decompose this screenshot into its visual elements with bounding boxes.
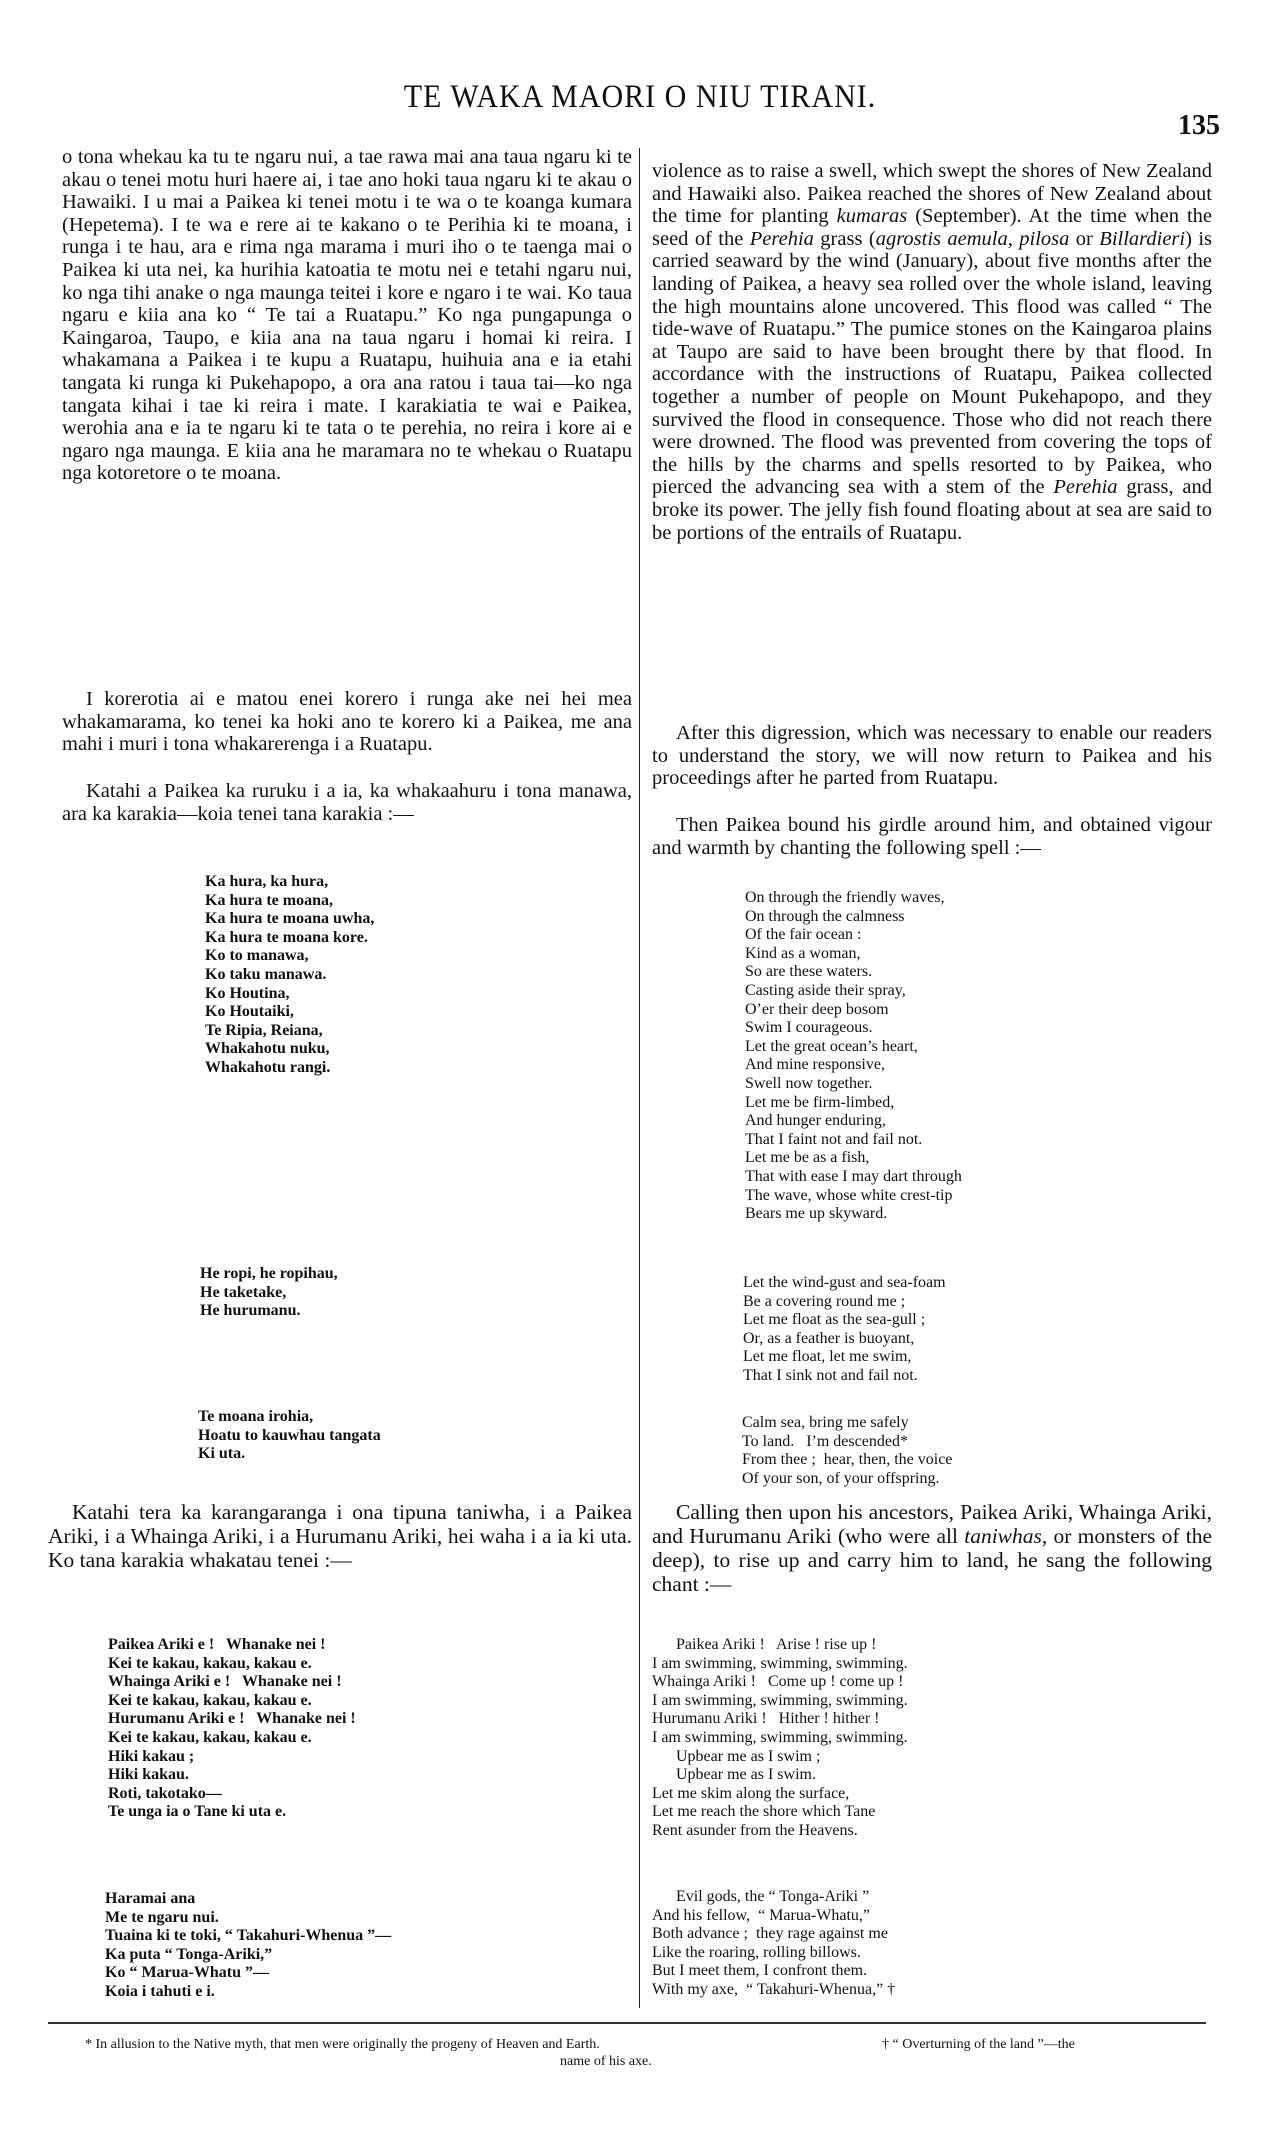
verse-line: Whainga Ariki ! Come up ! come up !	[652, 1673, 904, 1691]
verse-line: Ka hura te moana uwha,	[205, 910, 375, 928]
verse-line: Let me float, let me swim,	[743, 1348, 912, 1366]
verse-line: I am swimming, swimming, swimming.	[652, 1691, 908, 1709]
verse-line: Let me skim along the surface,	[652, 1784, 850, 1802]
maori-paragraph-4: Katahi tera ka karangaranga i ona tipuna taniwha, i a Paikea Ariki, i a Whainga Ariki, i a Hurumanu Ariki, hei waha i a ia ki uta. Ko tana karakia whakatau tenei :—	[48, 1500, 632, 1572]
verse-line: Ka hura, ka hura,	[205, 873, 329, 890]
verse-line: Hurumanu Ariki e ! Whanake nei !	[108, 1710, 356, 1728]
verse-line: Kei te kakau, kakau, kakau e.	[108, 1691, 312, 1709]
verse-line: Swell now together.	[745, 1074, 873, 1092]
verse-line: So are these waters.	[745, 963, 873, 981]
verse-line: Te moana irohia,	[198, 1408, 314, 1425]
english-paragraph-2: After this digression, which was necessary to enable our readers to understand the story, we will now return to Paikea and his proceedings after he parted from Ruatapu.	[652, 722, 1212, 790]
verse-line: Ka hura te moana,	[205, 891, 333, 909]
verse-line: Upbear me as I swim ;	[652, 1747, 821, 1765]
english-paragraph-3: Then Paikea bound his girdle around him, and obtained vigour and warmth by chanting the following spell :—	[652, 814, 1212, 859]
maori-paragraph-3: Katahi a Paikea ka ruruku i a ia, ka whakaahuru i tona manawa, ara ka karakia—koia tenei tana karakia :—	[62, 780, 632, 825]
maori-paragraph-1: o tona whekau ka tu te ngaru nui, a tae rawa mai ana taua ngaru ki te akau o tenei motu huri haere ai, i tae ano hoki taua ngaru ki te akau o Hawaiki. I u mai a Paikea ki tenei motu i te wa o te koanga kumara (Hepetema). I te wa e rere ai te kakano o te Perihia ki te moana, i runga i te hau, ara e rima nga marama i muri iho o te taenga mai o Paikea ki uta nei, ka hurihia katoatia te motu nei e tetahi ngaru nui, ko nga tihi anake o nga maunga teitei i kore e ngaro i te wai. Ko taua ngaru e kiia ana ko “ Te tai a Ruatapu.” Ko nga pungapunga o Kaingaroa, Taupo, e kiia ana na taua ngaru i homai ki reira. I whakamana a Paikea i te kupu a Ruatapu, huihuia ana e ia etahi tangata ki runga ki Pukehapopo, a ora ana ratou i taua tai—ko nga tangata kihai i tae ki reira i mate. I karakiatia te wai e Paikea, werohia ana e ia te ngaru ki te tata o te perehia, no reira i kore ai e ngaro nga maunga. E kiia ana he maramara no te whekau o Ruatapu nga kotoretore o te moana.	[62, 146, 632, 485]
footnote-star: * In allusion to the Native myth, that men were originally the progeny of Heaven and Earth.	[85, 2037, 600, 2052]
italic-latin-name: agrostis aemula, pilosa	[875, 227, 1070, 250]
verse-line: Paikea Ariki ! Arise ! rise up !	[652, 1636, 877, 1653]
verse-line: Kei te kakau, kakau, kakau e.	[108, 1654, 312, 1672]
verse-line: He taketake,	[200, 1283, 287, 1301]
verse-line: Paikea Ariki e ! Whanake nei !	[108, 1636, 326, 1653]
verse-line: He ropi, he ropihau,	[200, 1265, 338, 1282]
verse-line: Hiki kakau.	[108, 1766, 189, 1784]
verse-line: Kind as a woman,	[745, 944, 861, 962]
english-paragraph-4: Calling then upon his ancestors, Paikea Ariki, Whainga Ariki, and Hurumanu Ariki (who were all taniwhas, or monsters of the deep), to rise up and carry him to land, he sang the following chant :—	[652, 1500, 1213, 1596]
verse-line: Hoatu to kauwhau tangata	[198, 1426, 381, 1444]
footnote-dagger: † “ Overturning of the land ”—the	[882, 2037, 1075, 2052]
verse-line: Ko Houtaiki,	[205, 1003, 294, 1021]
verse-line: Koia i tahuti e i.	[105, 1982, 215, 2000]
verse-line: Let me float as the sea-gull ;	[743, 1311, 926, 1329]
english-spell-1	[745, 889, 962, 1224]
verse-line: With my axe, “ Takahuri-Whenua,” †	[652, 1980, 896, 1998]
verse-line: Casting aside their spray,	[745, 981, 906, 999]
verse-line: Ko taku manawa.	[205, 965, 327, 983]
verse-line: I am swimming, swimming, swimming.	[652, 1654, 908, 1672]
verse-line: He hurumanu.	[200, 1302, 301, 1320]
verse-line: Te Ripia, Reiana,	[205, 1021, 323, 1039]
verse-line: Like the roaring, rolling billows.	[652, 1943, 861, 1961]
verse-line: Whakahotu nuku,	[205, 1040, 330, 1058]
italic-billardieri: Billardieri	[1099, 227, 1186, 250]
verse-line: The wave, whose white crest-tip	[745, 1186, 953, 1204]
verse-line: Both advance ; they rage against me	[652, 1925, 888, 1943]
footnote-dagger-continued: name of his axe.	[560, 2054, 652, 2069]
verse-line: Kei te kakau, kakau, kakau e.	[108, 1728, 312, 1746]
italic-kumaras: kumaras	[836, 205, 908, 228]
english-spell-3	[742, 1414, 952, 1488]
verse-line: Swim I courageous.	[745, 1019, 873, 1037]
verse-line: And mine responsive,	[745, 1056, 885, 1074]
italic-taniwhas: taniwhas	[964, 1524, 1042, 1548]
verse-line: From thee ; hear, then, the voice	[742, 1451, 953, 1469]
verse-line: Te unga ia o Tane ki uta e.	[108, 1803, 287, 1821]
verse-line: And his fellow, “ Marua-Whatu,”	[652, 1906, 870, 1924]
verse-line: Let me be firm-limbed,	[745, 1093, 895, 1111]
verse-line: Bears me up skyward.	[745, 1205, 888, 1223]
english-chant-1	[652, 1636, 908, 1841]
verse-line: On through the friendly waves,	[745, 889, 945, 906]
column-divider	[639, 148, 640, 2008]
maori-paragraph-2: I korerotia ai e matou enei korero i runga ake nei hei mea whakamarama, ko tenei ka hoki ano te korero ki a Paikea, me ana mahi i muri i tona whakarerenga i a Ruatapu.	[62, 688, 632, 756]
verse-line: Let me reach the shore which Tane	[652, 1803, 876, 1821]
verse-line: Evil gods, the “ Tonga-Ariki ”	[652, 1888, 870, 1905]
page-number: 135	[1178, 110, 1220, 141]
verse-line: Whainga Ariki e ! Whanake nei !	[108, 1673, 342, 1691]
verse-line: Ki uta.	[198, 1445, 246, 1463]
verse-line: Ko “ Marua-Whatu ”—	[105, 1964, 269, 1982]
english-spell-2	[743, 1274, 946, 1386]
maori-karakia-3	[198, 1408, 381, 1464]
maori-chant-2	[105, 1890, 391, 2002]
footnote-rule	[48, 2022, 1206, 2024]
maori-karakia-2	[200, 1265, 338, 1321]
verse-line: Be a covering round me ;	[743, 1292, 906, 1310]
verse-line: That I faint not and fail not.	[745, 1130, 923, 1148]
verse-line: Let me be as a fish,	[745, 1149, 870, 1167]
verse-line: Haramai ana	[105, 1890, 196, 1907]
verse-line: Upbear me as I swim.	[652, 1766, 816, 1784]
english-paragraph-1: violence as to raise a swell, which swept the shores of New Zealand and Hawaiki also. Paikea reached the shores of New Zealand about the time for planting kumaras (September). At the time when the seed of the Perehia grass (agrostis aemula, pilosa or Billardieri) is carried seaward by the wind (January), about five months after the landing of Paikea, a heavy sea rolled over the whole island, leaving the high mountains alone uncovered. This flood was called “ The tide-wave of Ruatapu.” The pumice stones on the Kaingaroa plains at Taupo are said to have been brought there by that flood. In accordance with the instructions of Ruatapu, Paikea collected together a number of people on Mount Pukehapopo, and they survived the flood in consequence. Those who did not reach there were drowned. The flood was prevented from covering the tops of the hills by the charms and spells resorted to by Paikea, who pierced the advancing sea with a stem of the Perehia grass, and broke its power. The jelly fish found floating about at sea are said to be portions of the entrails of Ruatapu.	[652, 160, 1212, 544]
verse-line: Of the fair ocean :	[745, 926, 862, 944]
verse-line: Ko to manawa,	[205, 947, 309, 965]
maori-karakia-1	[205, 873, 374, 1078]
verse-line: Ka puta “ Tonga-Ariki,”	[105, 1945, 273, 1963]
italic-perehia: Perehia	[749, 227, 814, 250]
verse-line: Hiki kakau ;	[108, 1747, 195, 1765]
verse-line: Rent asunder from the Heavens.	[652, 1821, 858, 1839]
verse-line: But I meet them, I confront them.	[652, 1962, 868, 1980]
verse-line: That I sink not and fail not.	[743, 1366, 918, 1384]
verse-line: That with ease I may dart through	[745, 1167, 962, 1185]
verse-line: Me te ngaru nui.	[105, 1908, 219, 1926]
verse-line: I am swimming, swimming, swimming.	[652, 1728, 908, 1746]
maori-chant-1	[108, 1636, 356, 1822]
verse-line: Ko Houtina,	[205, 984, 290, 1002]
verse-line: Calm sea, bring me safely	[742, 1414, 909, 1431]
verse-line: Let the great ocean’s heart,	[745, 1037, 918, 1055]
italic-perehia-2: Perehia	[1053, 476, 1118, 499]
verse-line: And hunger enduring,	[745, 1112, 886, 1130]
verse-line: Let the wind-gust and sea-foam	[743, 1274, 946, 1291]
verse-line: Hurumanu Ariki ! Hither ! hither !	[652, 1710, 880, 1728]
verse-line: Of your son, of your offspring.	[742, 1469, 940, 1487]
verse-line: Ka hura te moana kore.	[205, 928, 368, 946]
verse-line: Whakahotu rangi.	[205, 1058, 331, 1076]
running-header-title: TE WAKA MAORI O NIU TIRANI.	[403, 78, 877, 115]
english-chant-2	[652, 1888, 895, 2000]
verse-line: On through the calmness	[745, 907, 905, 925]
verse-line: Or, as a feather is buoyant,	[743, 1329, 915, 1347]
verse-line: Tuaina ki te toki, “ Takahuri-Whenua ”—	[105, 1927, 392, 1945]
verse-line: Roti, takotako—	[108, 1784, 222, 1802]
verse-line: O’er their deep bosom	[745, 1000, 889, 1018]
verse-line: To land. I’m descended*	[742, 1432, 908, 1450]
